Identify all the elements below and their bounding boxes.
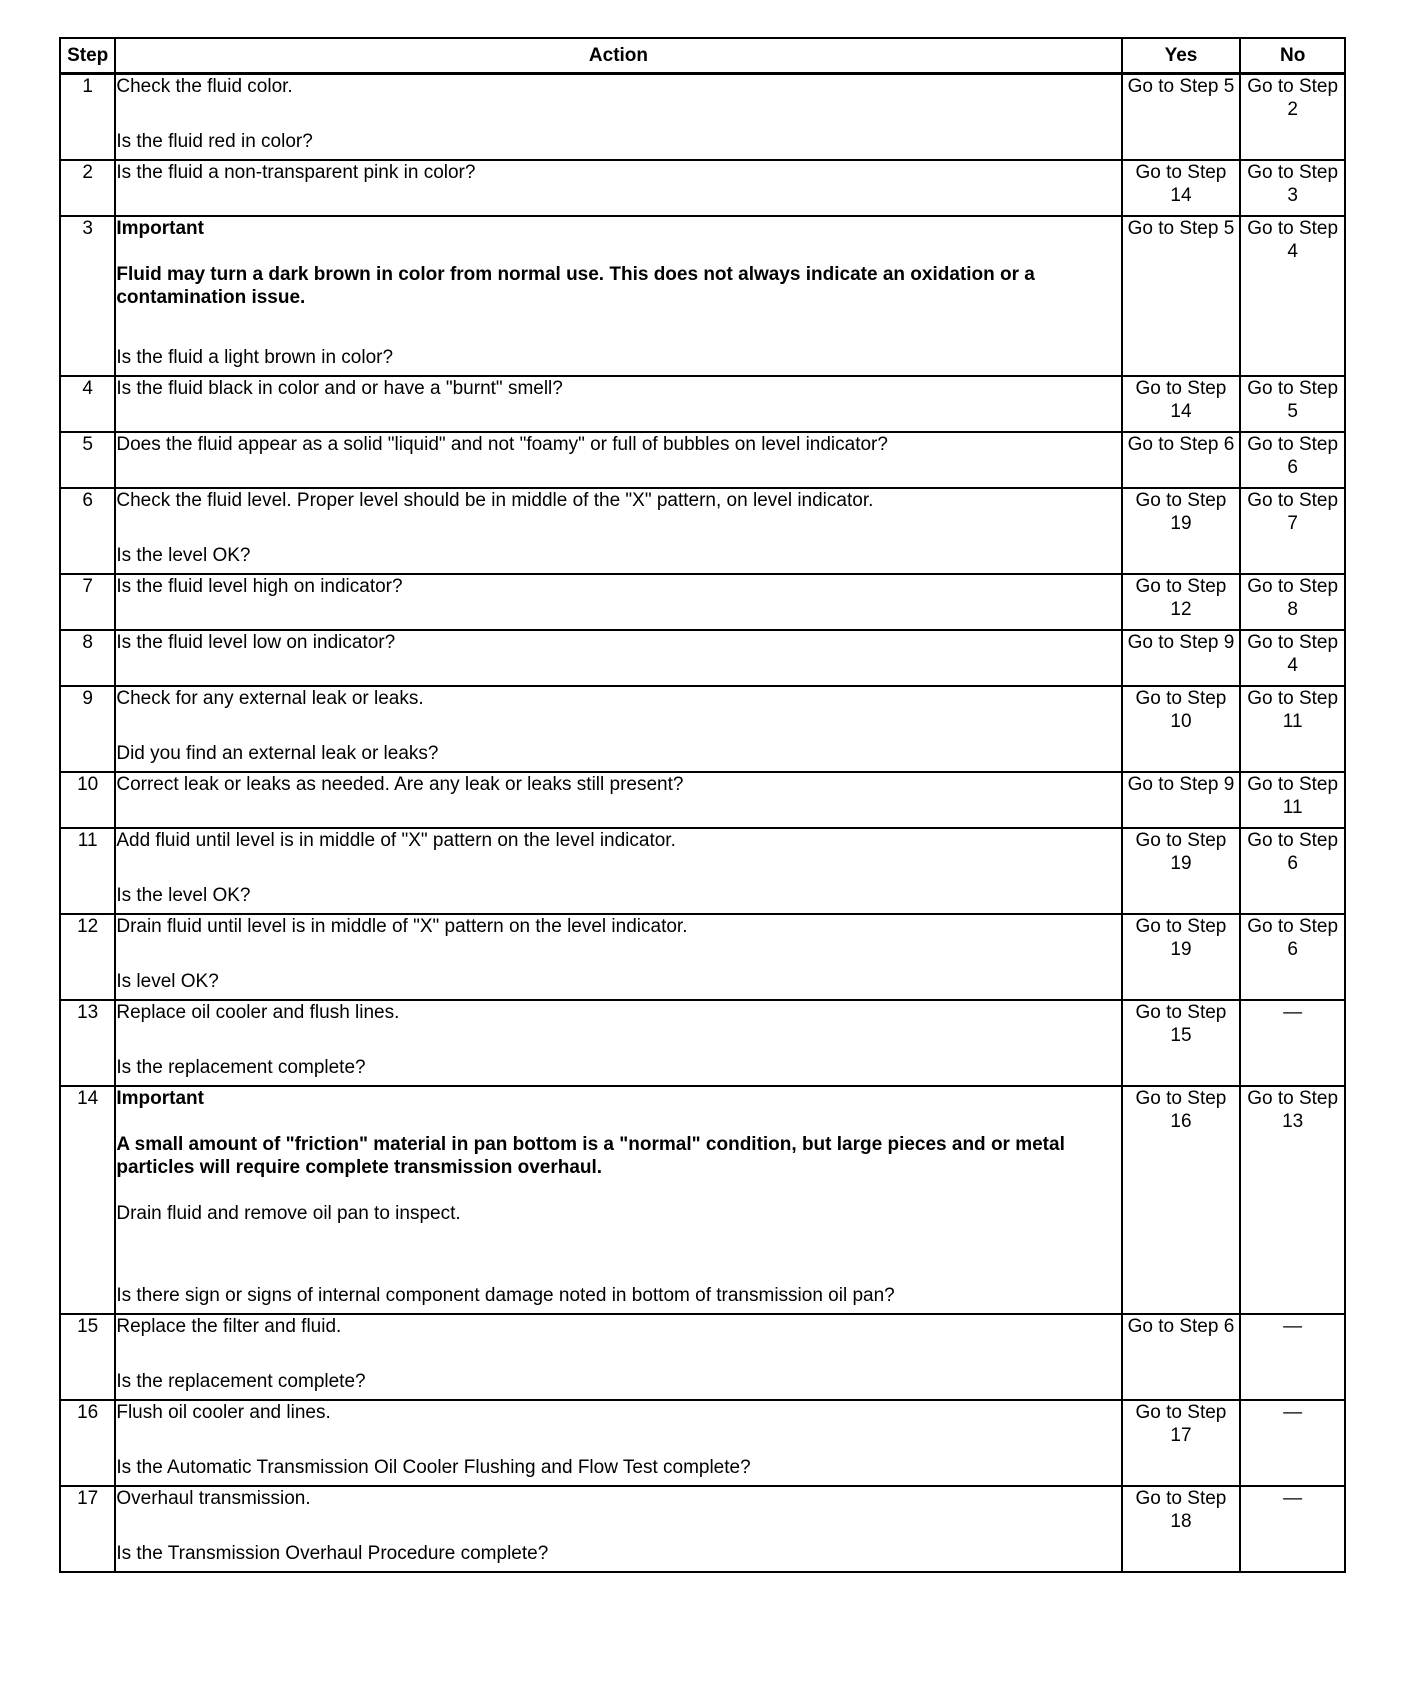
no-outcome: — (1240, 1400, 1345, 1486)
step-number: 12 (60, 914, 115, 1000)
table-row (60, 630, 1345, 686)
no-outcome: Go to Step 6 (1240, 432, 1345, 488)
yes-outcome: Go to Step 12 (1122, 574, 1241, 630)
action-instruction: Check the fluid color. (116, 76, 293, 97)
no-outcome: Go to Step 2 (1240, 74, 1345, 160)
action-instruction: Overhaul transmission. (116, 1487, 311, 1509)
step-number: 17 (60, 1486, 115, 1572)
yes-outcome: Go to Step 9 (1122, 630, 1241, 686)
yes-outcome: Go to Step 19 (1122, 828, 1241, 914)
table-row (60, 772, 1345, 828)
no-outcome: Go to Step 6 (1240, 914, 1345, 1000)
step-number: 6 (60, 488, 115, 574)
action-cell (115, 772, 1121, 828)
no-outcome: Go to Step 3 (1240, 160, 1345, 216)
no-outcome: Go to Step 11 (1240, 686, 1345, 772)
step-number: 10 (60, 772, 115, 828)
step-number: 7 (60, 574, 115, 630)
action-instruction: Replace oil cooler and flush lines. (116, 1001, 400, 1023)
step-number: 11 (60, 828, 115, 914)
action-cell (115, 488, 1121, 574)
action-cell (115, 1000, 1121, 1086)
step-number: 16 (60, 1400, 115, 1486)
important-note: A small amount of "friction" material in pan bottom is a "normal" condition, but large pieces and or metal particles will require complete transmission overhaul. (116, 1133, 1065, 1178)
step-number: 8 (60, 630, 115, 686)
important-note: Fluid may turn a dark brown in color from normal use. This does not always indicate an oxidation or a contamination issue. (116, 263, 1035, 308)
header-yes: Yes (1122, 38, 1241, 74)
action-cell (115, 686, 1121, 772)
no-outcome: Go to Step 13 (1240, 1086, 1345, 1314)
table-row (60, 1000, 1345, 1086)
no-outcome: Go to Step 4 (1240, 216, 1345, 376)
action-cell (115, 1486, 1121, 1572)
step-number: 13 (60, 1000, 115, 1086)
yes-outcome: Go to Step 5 (1122, 74, 1241, 160)
yes-outcome: Go to Step 18 (1122, 1486, 1241, 1572)
action-question: Is the Automatic Transmission Oil Cooler Flushing and Flow Test complete? (116, 1456, 751, 1478)
action-cell (115, 914, 1121, 1000)
step-number: 1 (60, 74, 115, 160)
table-row (60, 1086, 1345, 1314)
table-row (60, 376, 1345, 432)
action-instruction: Drain fluid until level is in middle of "X" pattern on the level indicator. (116, 915, 688, 937)
yes-outcome: Go to Step 14 (1122, 376, 1241, 432)
action-cell (115, 1400, 1121, 1486)
action-question: Correct leak or leaks as needed. Are any leak or leaks still present? (116, 773, 684, 795)
important-heading: Important (116, 1087, 204, 1109)
yes-outcome: Go to Step 5 (1122, 216, 1241, 376)
header-row (60, 38, 1345, 74)
action-cell (115, 1314, 1121, 1400)
table-row (60, 1314, 1345, 1400)
action-cell (115, 828, 1121, 914)
table-row (60, 216, 1345, 376)
action-instruction: Drain fluid and remove oil pan to inspect. (116, 1202, 461, 1224)
header-action: Action (115, 38, 1121, 74)
yes-outcome: Go to Step 10 (1122, 686, 1241, 772)
step-number: 15 (60, 1314, 115, 1400)
no-outcome: Go to Step 5 (1240, 376, 1345, 432)
action-cell (115, 160, 1121, 216)
action-cell (115, 574, 1121, 630)
action-instruction: Flush oil cooler and lines. (116, 1401, 331, 1423)
action-question: Is the replacement complete? (116, 1370, 366, 1392)
action-cell (115, 630, 1121, 686)
action-instruction: Check the fluid level. Proper level should be in middle of the "X" pattern, on level indicator. (116, 489, 874, 511)
table-row (60, 1400, 1345, 1486)
table-body (60, 74, 1345, 1572)
step-number: 9 (60, 686, 115, 772)
action-instruction: Check for any external leak or leaks. (116, 687, 424, 709)
action-question: Is the fluid a light brown in color? (116, 346, 394, 368)
table-row (60, 160, 1345, 216)
action-question: Is the Transmission Overhaul Procedure complete? (116, 1542, 549, 1564)
step-number: 4 (60, 376, 115, 432)
action-instruction: Add fluid until level is in middle of "X" pattern on the level indicator. (116, 829, 676, 851)
yes-outcome: Go to Step 17 (1122, 1400, 1241, 1486)
no-outcome: Go to Step 7 (1240, 488, 1345, 574)
yes-outcome: Go to Step 14 (1122, 160, 1241, 216)
step-number: 14 (60, 1086, 115, 1314)
yes-outcome: Go to Step 19 (1122, 488, 1241, 574)
table-row (60, 74, 1345, 160)
action-question: Is the replacement complete? (116, 1056, 366, 1078)
action-question: Is the fluid a non-transparent pink in color? (116, 161, 476, 183)
yes-outcome: Go to Step 16 (1122, 1086, 1241, 1314)
yes-outcome: Go to Step 9 (1122, 772, 1241, 828)
no-outcome: — (1240, 1000, 1345, 1086)
no-outcome: — (1240, 1486, 1345, 1572)
action-cell (115, 1086, 1121, 1314)
table-row (60, 574, 1345, 630)
action-cell (115, 216, 1121, 376)
action-question: Is there sign or signs of internal component damage noted in bottom of transmission oil pan? (116, 1284, 895, 1306)
action-question: Did you find an external leak or leaks? (116, 742, 439, 764)
yes-outcome: Go to Step 15 (1122, 1000, 1241, 1086)
action-instruction: Replace the filter and fluid. (116, 1315, 342, 1337)
action-cell (115, 432, 1121, 488)
no-outcome: — (1240, 1314, 1345, 1400)
action-cell (115, 74, 1121, 160)
yes-outcome: Go to Step 19 (1122, 914, 1241, 1000)
action-cell (115, 376, 1121, 432)
no-outcome: Go to Step 4 (1240, 630, 1345, 686)
action-question: Is the fluid level high on indicator? (116, 575, 403, 597)
step-number: 5 (60, 432, 115, 488)
no-outcome: Go to Step 8 (1240, 574, 1345, 630)
action-question: Is level OK? (116, 970, 219, 992)
no-outcome: Go to Step 11 (1240, 772, 1345, 828)
yes-outcome: Go to Step 6 (1122, 1314, 1241, 1400)
header-no: No (1240, 38, 1345, 74)
action-question: Is the fluid black in color and or have a "burnt" smell? (116, 377, 563, 399)
important-heading: Important (116, 217, 204, 239)
yes-outcome: Go to Step 6 (1122, 432, 1241, 488)
no-outcome: Go to Step 6 (1240, 828, 1345, 914)
step-number: 3 (60, 216, 115, 376)
action-question: Is the level OK? (116, 544, 251, 566)
action-question: Does the fluid appear as a solid "liquid" and not "foamy" or full of bubbles on level indicator? (116, 433, 888, 455)
table-row (60, 432, 1345, 488)
action-question: Is the level OK? (116, 884, 251, 906)
header-step: Step (60, 38, 115, 74)
table-row (60, 488, 1345, 574)
table-row (60, 828, 1345, 914)
table-row (60, 914, 1345, 1000)
table-row (60, 686, 1345, 772)
action-question: Is the fluid red in color? (116, 131, 313, 152)
diagnostic-table (59, 37, 1346, 1573)
step-number: 2 (60, 160, 115, 216)
table-row (60, 1486, 1345, 1572)
action-question: Is the fluid level low on indicator? (116, 631, 396, 653)
